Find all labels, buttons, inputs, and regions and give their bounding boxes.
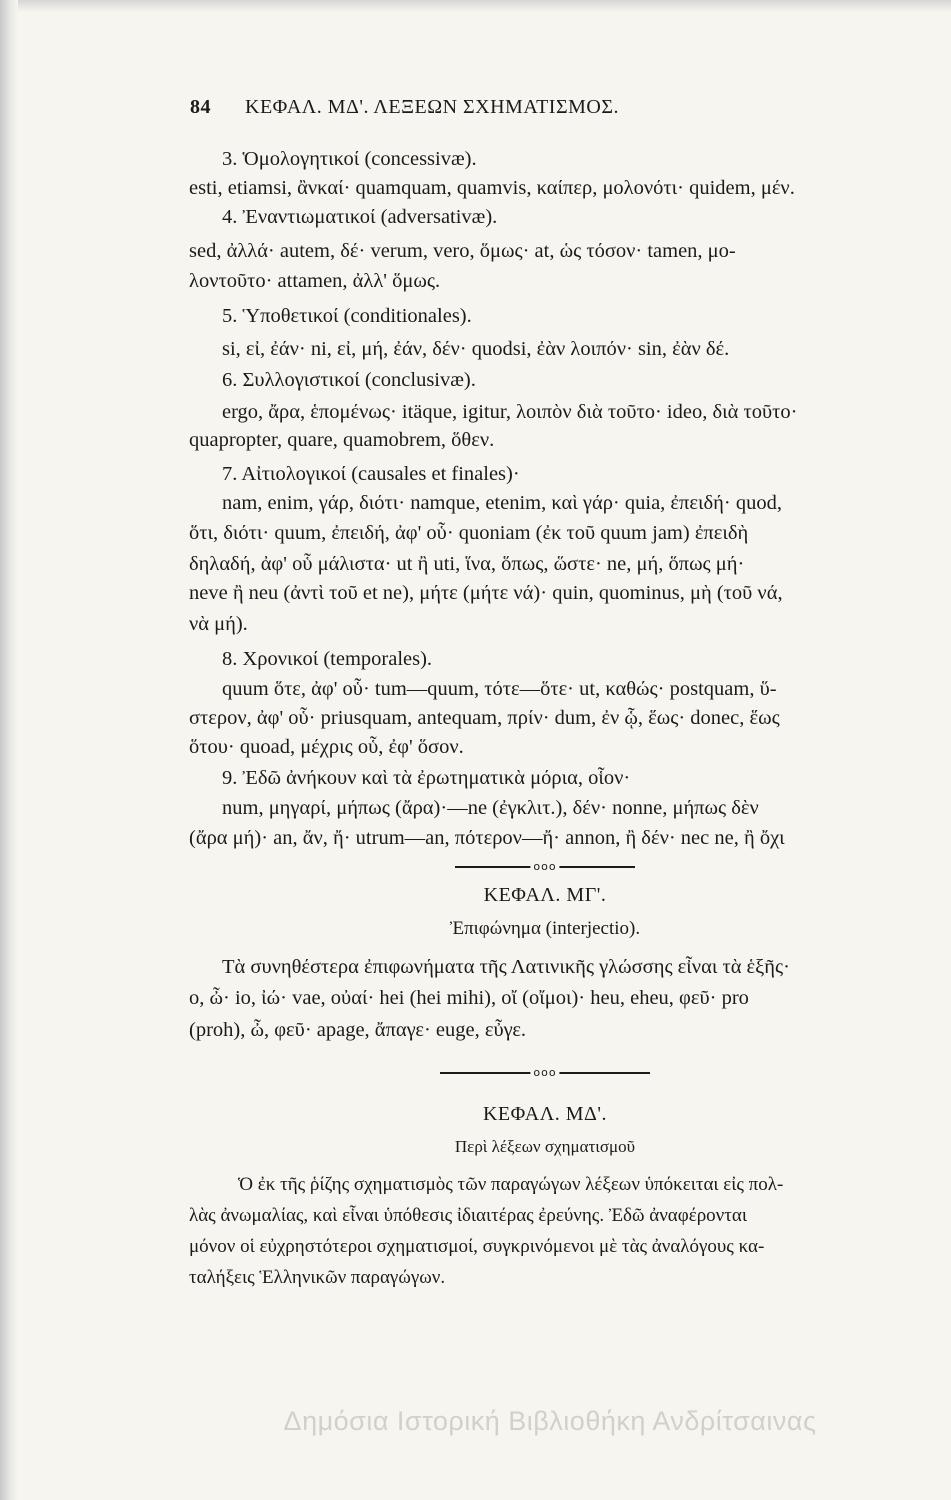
page-edge-shadow-left <box>0 0 18 1500</box>
body-line: στερον, ἀφ' οὗ· priusquam, antequam, πρίν· dum, ἐν ᾧ, ἕως· donec, ἕως <box>189 707 780 729</box>
body-line: esti, etiamsi, ἂνκαί· quamquam, quamvis, καίπερ, μολονότι· quidem, μέν. <box>189 177 795 199</box>
body-line: ταλήξεις Ἑλληνικῶν παραγώγων. <box>189 1267 446 1288</box>
body-line: δηλαδή, ἀφ' οὗ μάλιστα· ut ἢ uti, ἵνα, ὅπως, ὥστε· ne, μή, ὅπως μή· <box>189 553 745 575</box>
page-number: 84 <box>190 96 211 118</box>
body-line: nam, enim, γάρ, διότι· namque, etenim, καὶ γάρ· quia, ἐπειδή· quod, <box>222 492 782 514</box>
body-line: 8. Χρονικοί (temporales). <box>222 648 433 670</box>
body-line: Τὰ συνηθέστερα ἐπιφωνήματα τῆς Λατινικῆς γλώσσης εἶναι τὰ ἑξῆς· <box>222 956 790 978</box>
section-divider-ornament: ooo <box>440 1066 650 1080</box>
body-line: 4. Ἐναντιωματικοί (adversativæ). <box>222 206 498 228</box>
body-line: ὅτου· quoad, μέχρις οὗ, ἐφ' ὅσον. <box>189 736 464 758</box>
body-line: 5. Ὑποθετικοί (conditionales). <box>222 305 472 327</box>
body-line: quapropter, quare, quamobrem, ὅθεν. <box>189 429 495 451</box>
body-line: λὰς ἀνωμαλίας, καὶ εἶναι ὑπόθεσις ἰδιαιτέρας ἐρεύνης. Ἐδῶ ἀναφέρονται <box>189 1205 747 1226</box>
body-line: ὅτι, διότι· quum, ἐπειδή, ἀφ' οὗ· quoniam (ἐκ τοῦ quum jam) ἐπειδὴ <box>189 522 749 544</box>
body-line: λοντοῦτο· attamen, ἀλλ' ὅμως. <box>189 270 441 292</box>
body-line: 6. Συλλογιστικοί (conclusivæ). <box>222 369 476 391</box>
chapter-heading: ΚΕΦΑΛ. ΜΔ'. <box>482 1103 607 1125</box>
body-line: si, εἰ, ἐάν· ni, εἰ, μή, ἐάν, δέν· quodsi, ἐὰν λοιπόν· sin, ἐὰν δέ. <box>222 338 730 360</box>
body-line: 3. Ὁμολογητικοί (concessivæ). <box>222 148 477 170</box>
section-divider-ornament: ooo <box>455 860 635 874</box>
body-line: νὰ μή). <box>189 613 248 635</box>
body-line: sed, ἀλλά· autem, δέ· verum, vero, ὅμως· at, ὡς τόσον· tamen, μο- <box>189 240 736 262</box>
body-line: neve ἢ neu (ἀντὶ τοῦ et ne), μήτε (μήτε νά)· quin, quominus, μὴ (τοῦ νά, <box>189 582 783 604</box>
chapter-subtitle: Περὶ λέξεων σχηματισμοῦ <box>454 1137 636 1156</box>
page-edge-shadow-top <box>0 0 951 12</box>
running-title: ΚΕΦΑΛ. ΜΔ'. ΛΕΞΕΩΝ ΣΧΗΜΑΤΙΣΜΟΣ. <box>245 96 619 118</box>
body-line: (ἄρα μή)· an, ἄν, ἤ· utrum—an, πότερον—ἤ· annon, ἢ δέν· nec ne, ἢ ὄχι <box>189 827 785 849</box>
body-line: ergo, ἄρα, ἑπομένως· itäque, igitur, λοιπὸν διὰ τοῦτο· ideo, διὰ τοῦτο· <box>222 401 798 423</box>
body-line: 9. Ἐδῶ ἀνήκουν καὶ τὰ ἐρωτηματικὰ μόρια, οἷον· <box>222 767 631 789</box>
chapter-subtitle: Ἐπιφώνημα (interjectio). <box>449 918 641 939</box>
body-line: 7. Αἰτιολογικοί (causales et finales)· <box>222 463 520 485</box>
chapter-heading: ΚΕΦΑΛ. ΜΓ'. <box>483 884 607 906</box>
body-line: μόνον οἱ εὐχρηστότεροι σχηματισμοί, συγκρινόμενοι μὲ τὰς ἀναλόγους κα- <box>189 1236 765 1257</box>
body-line: quum ὅτε, ἀφ' οὗ· tum—quum, τότε—ὅτε· ut, καθώς· postquam, ὕ- <box>222 678 777 700</box>
library-watermark: Δημόσια Ιστορική Βιβλιοθήκη Ανδρίτσαινας <box>283 1406 817 1436</box>
body-line: (proh), ὦ, φεῦ· apage, ἄπαγε· euge, εὖγε. <box>189 1019 527 1041</box>
body-line: o, ὦ· io, ἰώ· vae, οὐαί· hei (hei mihi), οἴ (οἴμοι)· heu, eheu, φεῦ· pro <box>189 987 749 1009</box>
body-line: num, μηγαρί, μήπως (ἄρα)·—ne (ἐγκλιτ.), δέν· nonne, μήπως δὲν <box>222 797 759 819</box>
body-line: Ὁ ἐκ τῆς ῥίζης σχηματισμὸς τῶν παραγώγων λέξεων ὑπόκειται εἰς πολ- <box>238 1174 784 1195</box>
